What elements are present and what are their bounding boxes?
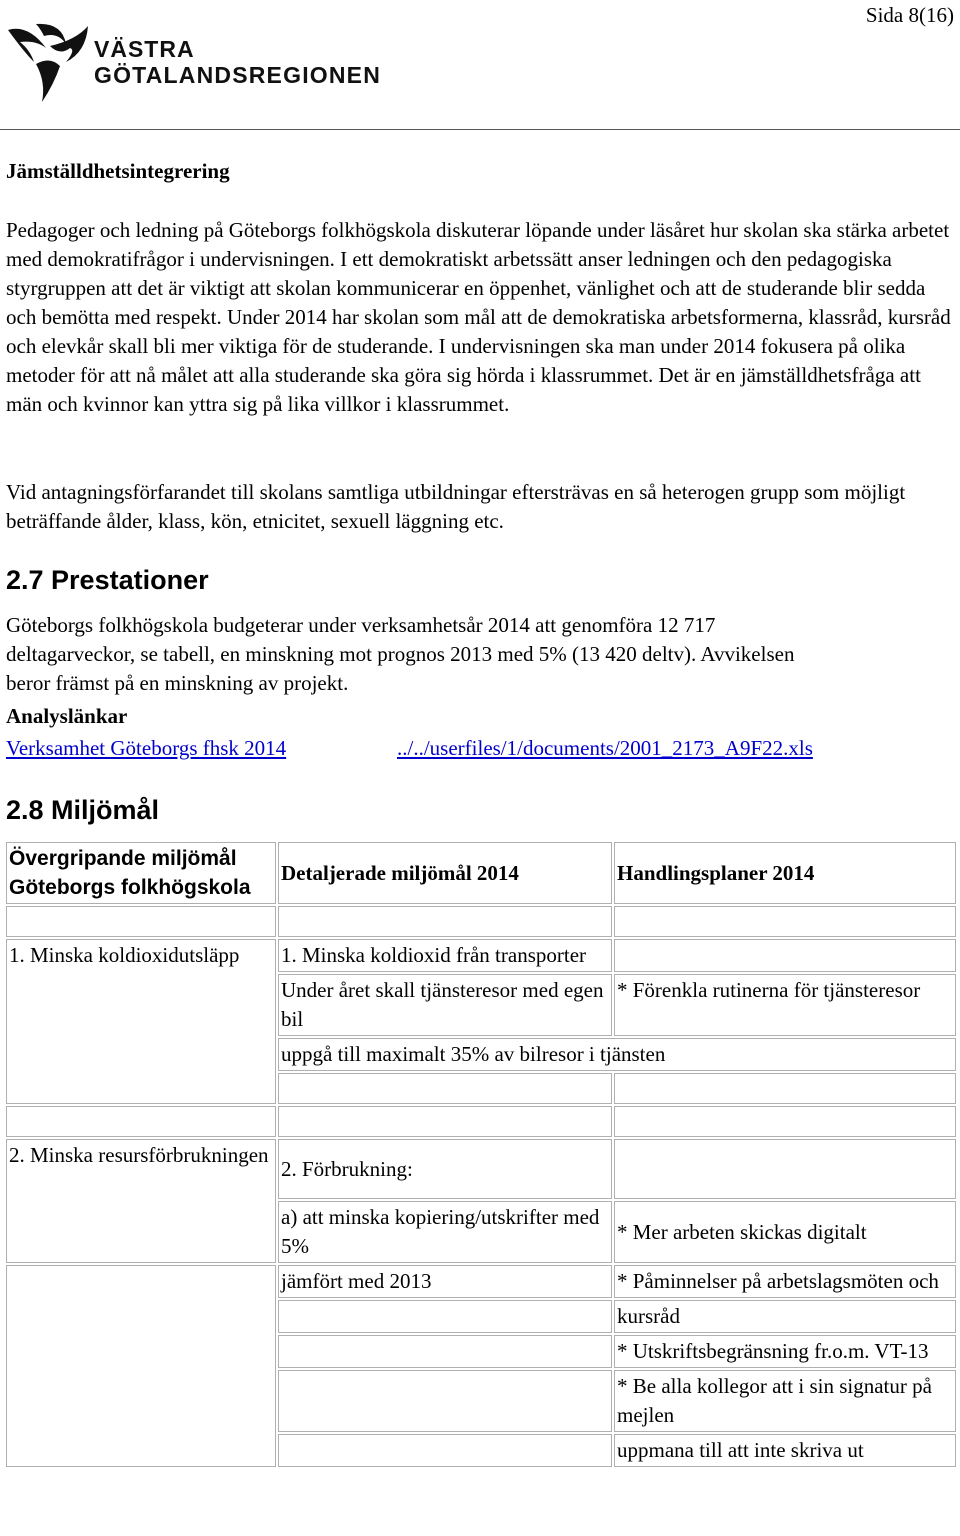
table-cell [278,1300,612,1333]
table-cell-detail-6: jämfört med 2013 [278,1265,612,1298]
table-cell [6,1265,276,1467]
table-row [6,906,956,937]
miljomal-table [4,840,958,1469]
table-cell [6,1106,276,1137]
table-cell-detail-4: 2. Förbrukning: [278,1139,612,1199]
table-cell-plan-3: * Påminnelser på arbetslagsmöten och [614,1265,956,1298]
table-cell [278,906,612,937]
table-cell-plan-4: kursråd [614,1300,956,1333]
table-cell [278,1434,612,1467]
table-row [6,1139,956,1199]
heading-miljomal: 2.8 Miljömål [6,795,160,825]
table-cell-plan-6: * Be alla kollegor att i sin signatur på mejlen [614,1370,956,1432]
table-cell [278,1370,612,1432]
table-cell [614,1139,956,1199]
table-cell-plan-7: uppmana till att inte skriva ut [614,1434,956,1467]
table-cell-detail-5: a) att minska kopiering/utskrifter med 5% [278,1201,612,1263]
page-number: Sida 8(16) [865,3,954,27]
table-cell-detail-2: Under året skall tjänsteresor med egen bil [278,974,612,1036]
table-cell-goal-1: 1. Minska koldioxidutsläpp [6,939,276,1104]
paragraph-jamstalldhet-2: Vid antagningsförfarandet till skolans samtliga utbildningar eftersträvas en så heterogen grupp som möjligt beträffande ålder, klass, kön, etnicitet, sexuell läggning etc. [6,480,906,533]
logo-text-line1: VÄSTRA [94,36,195,62]
table-cell [614,1073,956,1104]
table-cell-detail-1: 1. Minska koldioxid från transporter [278,939,612,972]
header-divider [0,129,960,130]
table-cell [278,1106,612,1137]
heading-prestationer: 2.7 Prestationer [6,565,209,595]
table-cell-plan-1: * Förenkla rutinerna för tjänsteresor [614,974,956,1036]
table-row [6,1265,956,1298]
heading-jamstalldhet: Jämställdhetsintegrering [6,159,230,183]
col-header-handlingsplaner: Handlingsplaner 2014 [614,842,956,904]
logo-text-line2: GÖTALANDSREGIONEN [94,62,382,88]
table-row [6,939,956,972]
paragraph-jamstalldhet-1: Pedagoger och ledning på Göteborgs folkhögskola diskuterar löpande under läsåret hur skolan ska stärka arbetet med demokratifrågor i undervisningen. I ett demokratiskt arbetssätt anser ledningen och den pedagogiska styrgruppen att det är viktigt att skolan kommunicerar en öppenhet, vänlighet och att de studerande blir sedda och bemötta med respekt. Under 2014 har skolan som mål att de demokratiska arbetsformerna, klassråd, kursråd och elevkår skall bli mer viktiga för de studerande. I undervisningen ska man under 2014 fokusera på olika metoder för att nå målet att alla studerande ska göra sig hörda i klassrummet. Det är en jämställdhetsfråga att män och kvinnor kan yttra sig på lika villkor i klassrummet. [6,218,951,416]
logo-emblem-icon [6,22,90,104]
page-header [0,0,960,130]
table-row [6,1106,956,1137]
table-cell-goal-2: 2. Minska resursförbrukningen [6,1139,276,1263]
table-cell [614,1106,956,1137]
paragraph-prestationer: Göteborgs folkhögskola budgeterar under verksamhetsår 2014 att genomföra 12 717 deltagarveckor, se tabell, en minskning mot prognos 2013 med 5% (13 420 deltv). Avvikelsen beror främst på en minskning av projekt. [6,613,795,695]
table-cell [278,1073,612,1104]
table-cell [614,939,956,972]
table-header-row [6,842,956,904]
table-cell-plan-5: * Utskriftsbegränsning fr.o.m. VT-13 [614,1335,956,1368]
col-header-detaljerade: Detaljerade miljömål 2014 [278,842,612,904]
table-cell [6,906,276,937]
table-cell-plan-2: * Mer arbeten skickas digitalt [614,1201,956,1263]
col-header-overgripande: Övergripande miljömål Göteborgs folkhögskola [6,842,276,904]
link-verksamhet[interactable]: Verksamhet Göteborgs fhsk 2014 [6,736,287,760]
link-file-path[interactable]: ../../userfiles/1/documents/2001_2173_A9F22.xls [397,736,813,760]
table-cell-detail-3: uppgå till maximalt 35% av bilresor i tjänsten [278,1038,956,1071]
table-cell [614,906,956,937]
vastra-gotalandsregionen-logo [6,22,386,112]
table-cell [278,1335,612,1368]
heading-analyslankar: Analyslänkar [6,704,128,728]
